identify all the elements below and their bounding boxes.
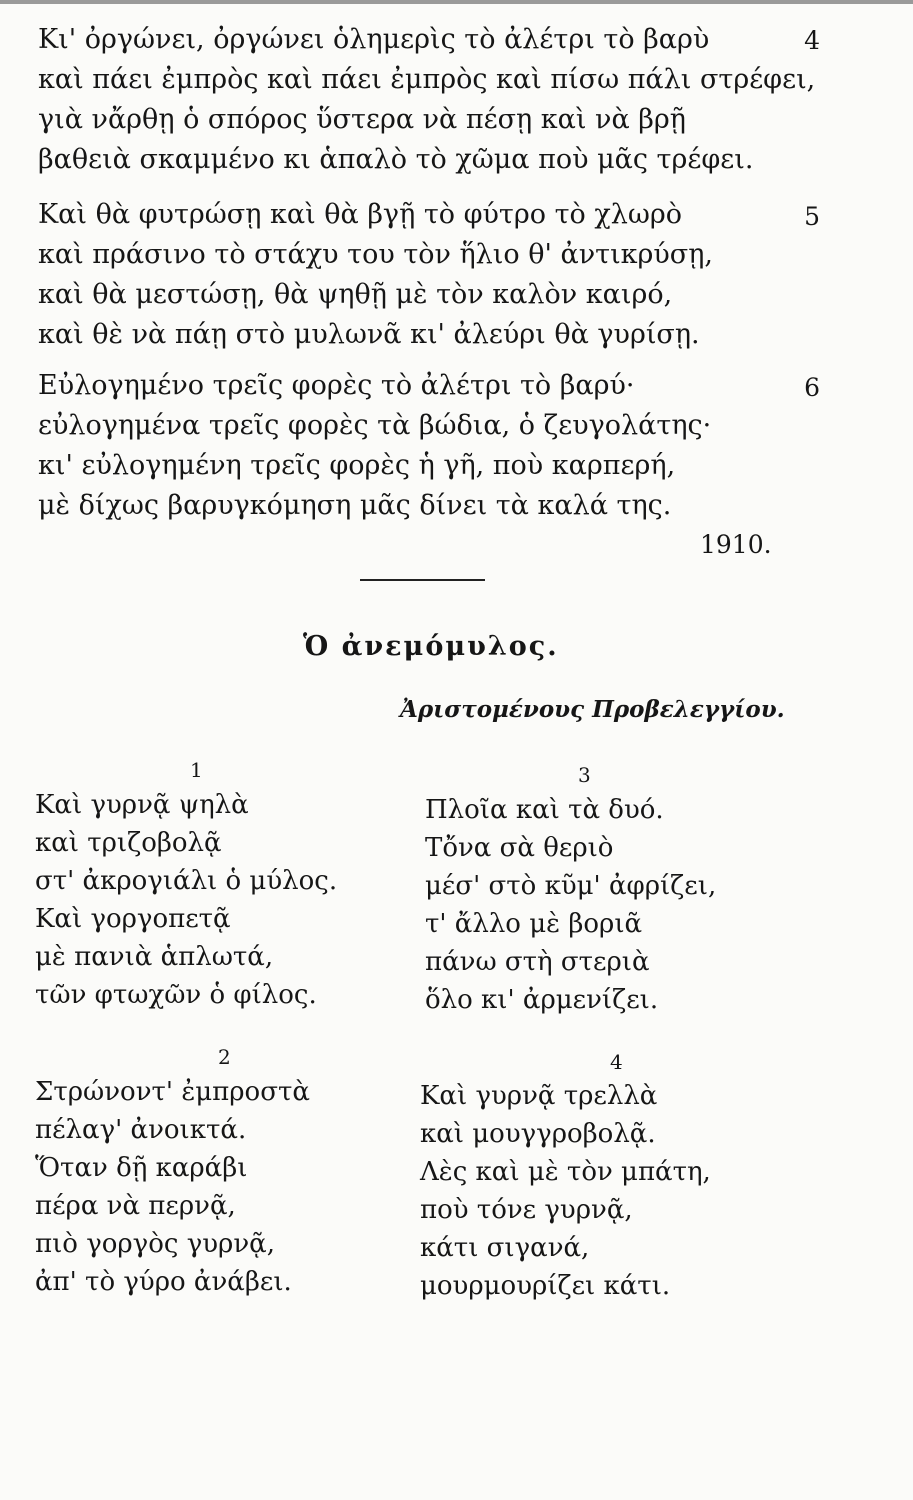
section-divider bbox=[360, 579, 485, 581]
stanza bbox=[38, 195, 838, 355]
verse-line: Στρώνοντ' ἐμπροστὰ bbox=[35, 1077, 310, 1107]
poem-part bbox=[425, 791, 765, 1019]
verse-line: μέσ' στὸ κῦμ' ἀφρίζει, bbox=[425, 871, 717, 901]
verse-line: κι' εὐλογημένη τρεῖς φορὲς ἡ γῆ, ποὺ καρπερή, bbox=[38, 450, 676, 481]
verse-line: Εὐλογημένο τρεῖς φορὲς τὸ ἀλέτρι τὸ βαρύ· bbox=[38, 370, 635, 401]
verse-line: καὶ μουγγροβολᾷ. bbox=[420, 1119, 656, 1149]
poem-part bbox=[35, 1073, 375, 1301]
verse-line: Καὶ γυρνᾷ ψηλὰ bbox=[35, 790, 249, 820]
verse-line: γιὰ νἄρθῃ ὁ σπόρος ὕστερα νὰ πέσῃ καὶ νὰ βρῇ bbox=[38, 104, 686, 135]
verse-line: εὐλογημένα τρεῖς φορὲς τὰ βώδια, ὁ ζευγολάτης· bbox=[38, 410, 712, 441]
part-number: 4 bbox=[610, 1050, 623, 1074]
poem-part bbox=[35, 786, 375, 1014]
verse-line: πέλαγ' ἀνοικτά. bbox=[35, 1115, 247, 1145]
verse-line: Ὅταν δῇ καράβι bbox=[35, 1153, 248, 1183]
verse-line: καὶ θὲ νὰ πάῃ στὸ μυλωνᾶ κι' ἀλεύρι θὰ γυρίσῃ. bbox=[38, 319, 700, 350]
verse-line: κάτι σιγανά, bbox=[420, 1233, 590, 1263]
verse-line: ἀπ' τὸ γύρο ἀνάβει. bbox=[35, 1267, 292, 1297]
page-top-edge bbox=[0, 0, 913, 4]
verse-line: Καὶ θὰ φυτρώσῃ καὶ θὰ βγῇ τὸ φύτρο τὸ χλωρὸ bbox=[38, 199, 682, 230]
verse-line: Κι' ὀργώνει, ὀργώνει ὁλημερὶς τὸ ἀλέτρι τὸ βαρὺ bbox=[38, 24, 710, 55]
verse-line: Καὶ γοργοπετᾷ bbox=[35, 904, 231, 934]
verse-line: ποὺ τόνε γυρνᾷ, bbox=[420, 1195, 633, 1225]
verse-line: μουρμουρίζει κάτι. bbox=[420, 1271, 671, 1301]
verse-line: Καὶ γυρνᾷ τρελλὰ bbox=[420, 1081, 658, 1111]
verse-line: καὶ πράσινο τὸ στάχυ του τὸν ἥλιο θ' ἀντικρύσῃ, bbox=[38, 239, 713, 270]
stanza-number: 6 bbox=[804, 373, 820, 402]
poem-date: 1910. bbox=[700, 530, 772, 559]
verse-line: καὶ θὰ μεστώσῃ, θὰ ψηθῇ μὲ τὸν καλὸν καιρό, bbox=[38, 279, 673, 310]
verse-line: τ' ἄλλο μὲ βοριᾶ bbox=[425, 909, 643, 939]
verse-line: καὶ πάει ἐμπρὸς καὶ πάει ἐμπρὸς καὶ πίσω πάλι στρέφει, bbox=[38, 64, 816, 95]
verse-line: Πλοῖα καὶ τὰ δυό. bbox=[425, 795, 664, 825]
stanza-number: 5 bbox=[804, 202, 820, 231]
verse-line: βαθειὰ σκαμμένο κι ἁπαλὸ τὸ χῶμα ποὺ μᾶς τρέφει. bbox=[38, 144, 754, 175]
verse-line: στ' ἀκρογιάλι ὁ μύλος. bbox=[35, 866, 338, 896]
verse-line: ὅλο κι' ἀρμενίζει. bbox=[425, 985, 659, 1015]
poem-author: Ἀριστομένους Προβελεγγίου. bbox=[400, 696, 785, 723]
verse-line: πέρα νὰ περνᾷ, bbox=[35, 1191, 236, 1221]
verse-line: μὲ δίχως βαρυγκόμηση μᾶς δίνει τὰ καλά της. bbox=[38, 490, 672, 521]
poem-title: Ὁ ἀνεμόμυλος. bbox=[303, 631, 559, 662]
stanza bbox=[38, 20, 838, 180]
stanza-number: 4 bbox=[804, 26, 820, 55]
part-number: 3 bbox=[578, 763, 591, 787]
stanza bbox=[38, 366, 838, 526]
part-number: 1 bbox=[190, 758, 203, 782]
poem-part bbox=[420, 1077, 760, 1305]
verse-line: Τὄνα σὰ θεριὸ bbox=[425, 833, 614, 863]
verse-line: Λὲς καὶ μὲ τὸν μπάτη, bbox=[420, 1157, 711, 1187]
verse-line: πιὸ γοργὸς γυρνᾷ, bbox=[35, 1229, 275, 1259]
verse-line: μὲ πανιὰ ἁπλωτά, bbox=[35, 942, 274, 972]
verse-line: καὶ τριζοβολᾷ bbox=[35, 828, 222, 858]
part-number: 2 bbox=[218, 1045, 231, 1069]
verse-line: τῶν φτωχῶν ὁ φίλος. bbox=[35, 980, 317, 1010]
verse-line: πάνω στὴ στεριὰ bbox=[425, 947, 650, 977]
